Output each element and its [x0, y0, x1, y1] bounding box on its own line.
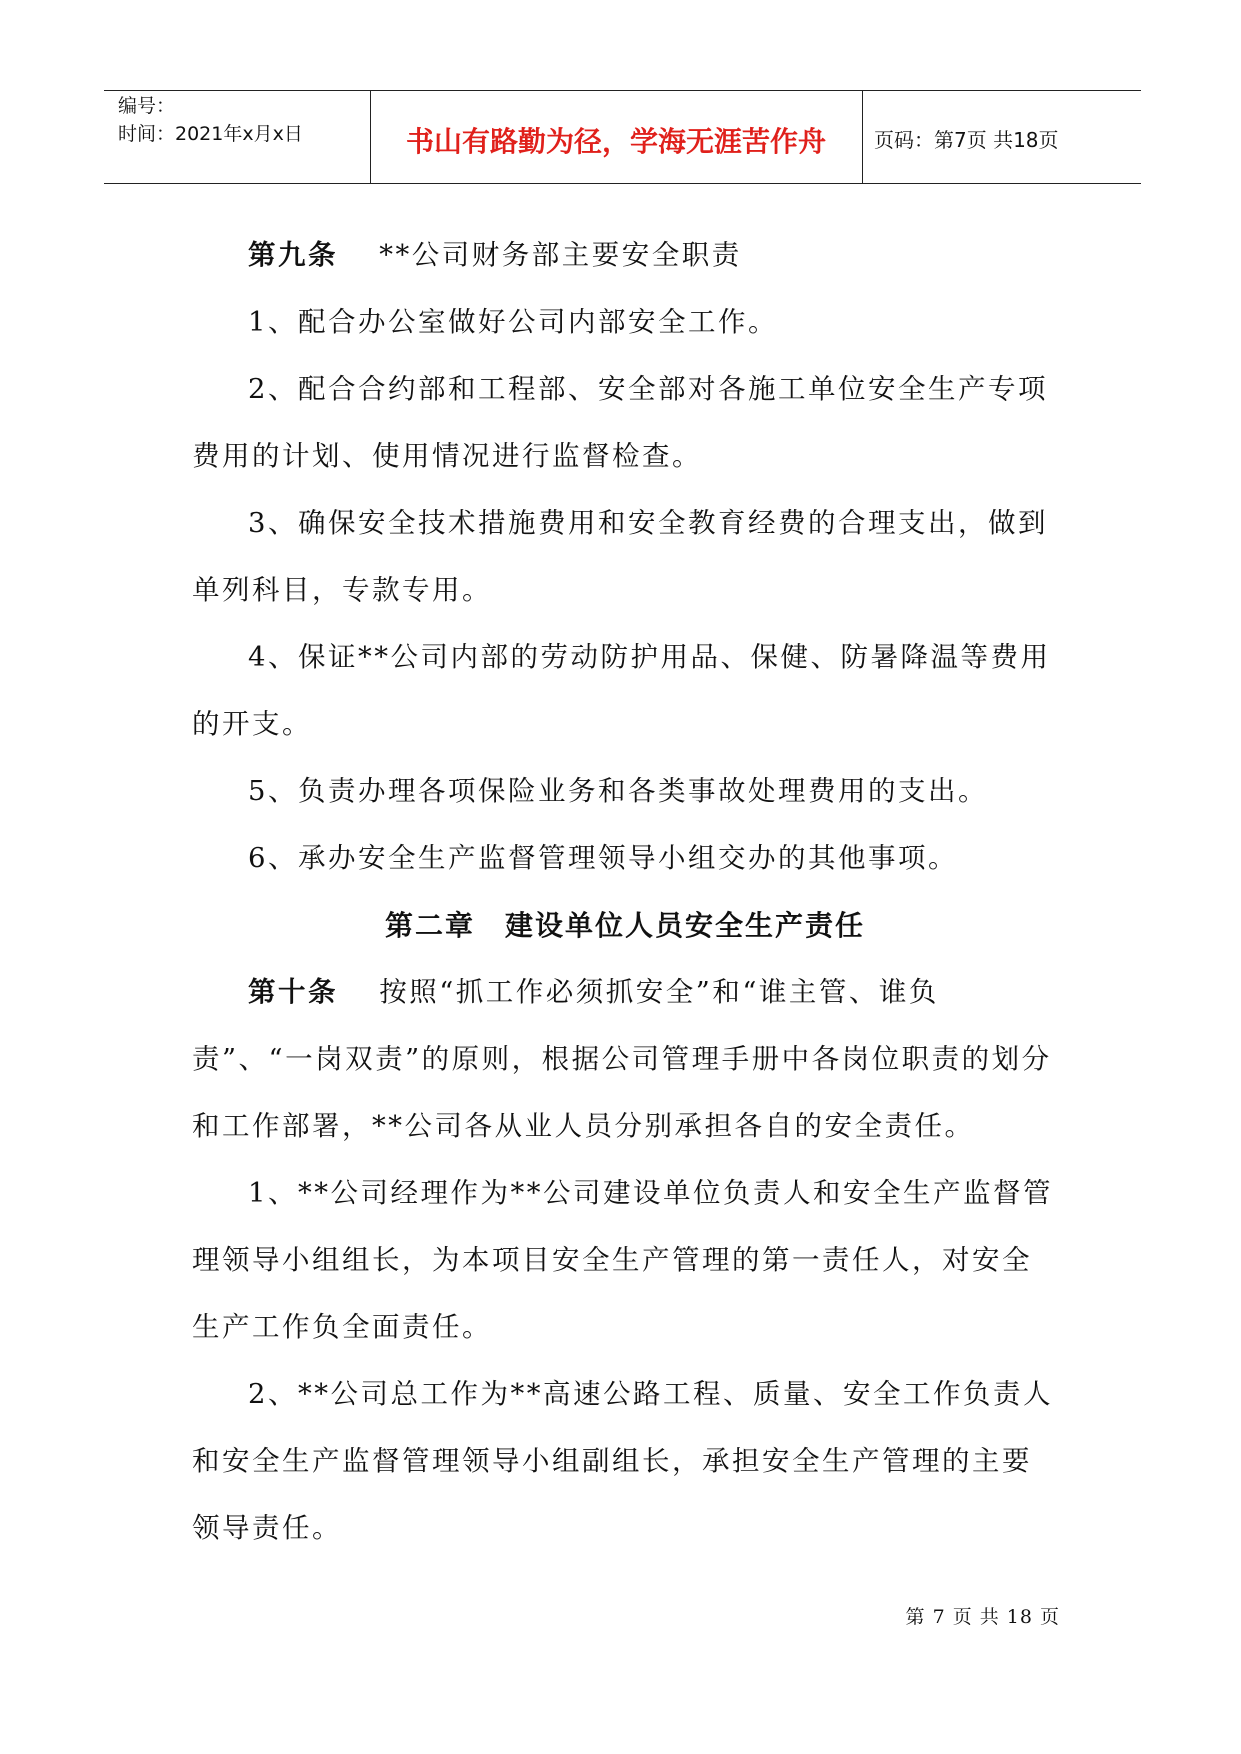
chapter2-title: 第二章 建设单位人员安全生产责任	[384, 909, 865, 942]
article10-paragraph	[192, 959, 1058, 1160]
document-time: 时间：2021年x月x日	[118, 123, 303, 145]
article9-item-2: 2、配合合约部和工程部、安全部对各施工单位安全生产专项费用的计划、使用情况进行监督检查。	[192, 373, 1048, 472]
header-divider-right	[862, 90, 863, 184]
article9-item-1: 1、配合办公室做好公司内部安全工作。	[248, 306, 778, 338]
header-meta	[118, 92, 303, 148]
article9-item-6: 6、承办安全生产监督管理领导小组交办的其他事项。	[248, 842, 958, 874]
article9-item-5: 5、负责办理各项保险业务和各类事故处理费用的支出。	[248, 775, 988, 807]
footer-page-number: 第 7 页 共 18 页	[905, 1606, 1060, 1628]
article9-item-3: 3、确保安全技术措施费用和安全教育经费的合理支出，做到单列科目，专款专用。	[192, 507, 1048, 606]
header-top-rule	[104, 90, 1141, 91]
article10-item-1: 1、**公司经理作为**公司建设单位负责人和安全生产监督管理领导小组组长，为本项目安全生产管理的第一责任人，对安全生产工作负全面责任。	[192, 1177, 1053, 1343]
document-number-label: 编号：	[118, 95, 176, 117]
header-divider-left	[370, 90, 371, 184]
header-motto: 书山有路勤为径，学海无涯苦作舟	[405, 125, 826, 158]
article9-subject: **公司财务部主要安全职责	[379, 239, 742, 271]
article10-text: 按照“抓工作必须抓安全”和“谁主管、谁负责”、“一岗双责”的原则，根据公司管理手册中各岗位职责的划分和工作部署，**公司各从业人员分别承担各自的安全责任。	[192, 976, 1052, 1142]
article9-item-4: 4、保证**公司内部的劳动防护用品、保健、防暑降温等费用的开支。	[192, 641, 1051, 740]
article9-title: 第九条	[248, 239, 338, 271]
article9-heading	[192, 222, 1058, 289]
header-bottom-rule	[104, 183, 1141, 184]
header-page-label: 页码：第7页 共18页	[874, 128, 1059, 152]
article10-item-2: 2、**公司总工作为**高速公路工程、质量、安全工作负责人和安全生产监督管理领导小组副组长，承担安全生产管理的主要领导责任。	[192, 1378, 1053, 1544]
article10-title: 第十条	[248, 976, 338, 1008]
